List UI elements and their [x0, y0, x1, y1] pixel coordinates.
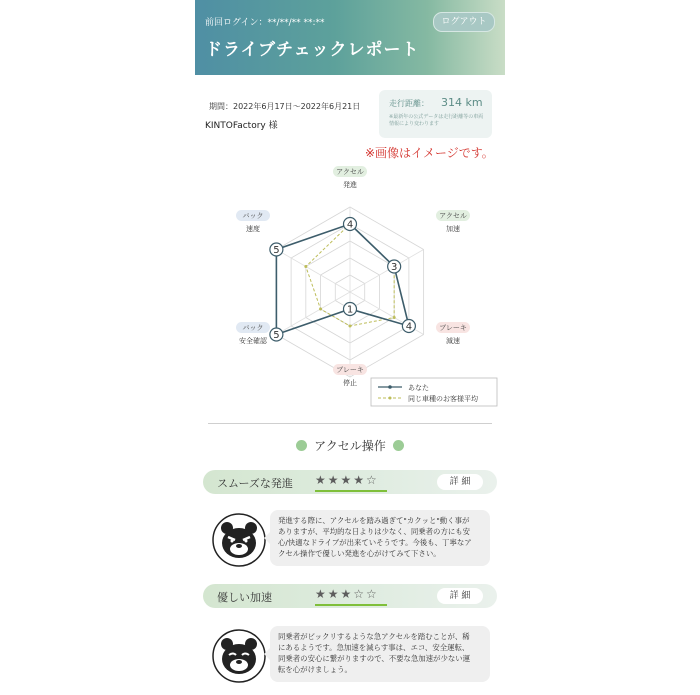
legend-avg-label: 同じ車種のお客様平均 [408, 395, 478, 403]
radar-chart [195, 160, 505, 410]
page-title: ドライブチェックレポート [205, 40, 420, 60]
you-point-value: 5 [273, 245, 280, 256]
axis-name-label: 減速 [446, 337, 460, 345]
distance-label: 走行距離： [389, 99, 429, 108]
radar-axis-line [276, 250, 350, 293]
comment-line: 転を心がけましょう。 [278, 665, 352, 674]
axis-tag-label: ブレーキ [336, 366, 364, 374]
average-point [304, 265, 307, 268]
comment-line: にあるようです。急加速を減らす事は、エコ、安全運転、 [278, 643, 470, 652]
axis-name-label: 安全確認 [239, 337, 267, 345]
comment-line: ありますが、平均的な日よりは少なく、同乗者の方にも安 [278, 527, 471, 536]
star-rating: ★★★☆☆ [315, 587, 379, 601]
legend-you-label: あなた [408, 384, 429, 392]
section-title-text: アクセル操作 [314, 439, 386, 453]
average-point [393, 316, 396, 319]
you-point-value: 3 [390, 262, 398, 273]
axis-tag-label: バック [242, 324, 264, 332]
section-title [195, 437, 505, 454]
last-login-text: 前回ログイン：**/**/** **:** [205, 18, 325, 28]
legend-avg-marker [389, 397, 392, 400]
rating-item-name: スムーズな発進 [217, 477, 293, 490]
axis-tag-label: アクセル [439, 212, 467, 220]
axis-name-label: 速度 [246, 225, 260, 233]
radar-axis-line [350, 250, 424, 293]
logout-button[interactable]: ログアウト [433, 12, 495, 32]
distance-box [379, 90, 492, 138]
header [195, 0, 505, 75]
comment-line: 発進する際に、アクセルを踏み過ぎて"カクッと"動く事が [278, 516, 470, 525]
bullet-dot [296, 440, 307, 451]
average-point [319, 308, 322, 311]
legend-you-marker [388, 385, 392, 389]
you-point-value: 5 [273, 330, 280, 341]
you-point-value: 4 [346, 219, 354, 231]
customer-name: KINTOFactory 様 [205, 121, 278, 131]
star-underline [315, 604, 387, 606]
star-rating: ★★★★☆ [315, 473, 379, 487]
axis-name-label: 加速 [446, 225, 460, 233]
comment-line: 同乗者がビックリするような急アクセルを踏むことが、稀 [278, 632, 470, 641]
detail-button[interactable]: 詳 細 [437, 588, 483, 604]
rating-bar-smooth-start [203, 470, 497, 494]
bear-mascot-icon [212, 513, 266, 567]
axis-tag-label: ブレーキ [439, 324, 467, 332]
comment-line: 同乗者の安心に繋がりますので、不要な急加速が少ない運 [278, 654, 471, 663]
star-underline [315, 490, 387, 492]
axis-name-label: 停止 [343, 379, 357, 387]
axis-tag-label: アクセル [336, 168, 364, 176]
rating-bar-gentle-accel [203, 584, 497, 608]
comment-bubble [270, 510, 490, 566]
distance-note: ※最新年の公式データは走行距離等の車両情報により変わります [389, 114, 484, 127]
comment-bubble [270, 626, 490, 682]
divider [208, 423, 492, 424]
average-point [349, 325, 352, 328]
you-point-value: 1 [346, 304, 354, 316]
image-disclaimer: ※画像はイメージです。 [365, 146, 494, 160]
bullet-dot [393, 440, 404, 451]
bear-mascot-icon [212, 629, 266, 683]
you-point-value: 4 [405, 321, 413, 333]
detail-button[interactable]: 詳 細 [437, 474, 483, 490]
report-period: 期間：2022年6月17日～2022年6月21日 [209, 102, 361, 111]
comment-line: クセル操作で優しい発進を心がけてみて下さい。 [278, 549, 441, 558]
axis-name-label: 発進 [343, 181, 357, 189]
axis-tag-label: バック [242, 212, 264, 220]
distance-value: 314 km [441, 96, 483, 109]
comment-line: 心/快適なドライブが出来ていそうです。今後も、丁寧なア [278, 538, 472, 547]
rating-item-name: 優しい加速 [217, 591, 272, 604]
app-screen [195, 0, 505, 695]
